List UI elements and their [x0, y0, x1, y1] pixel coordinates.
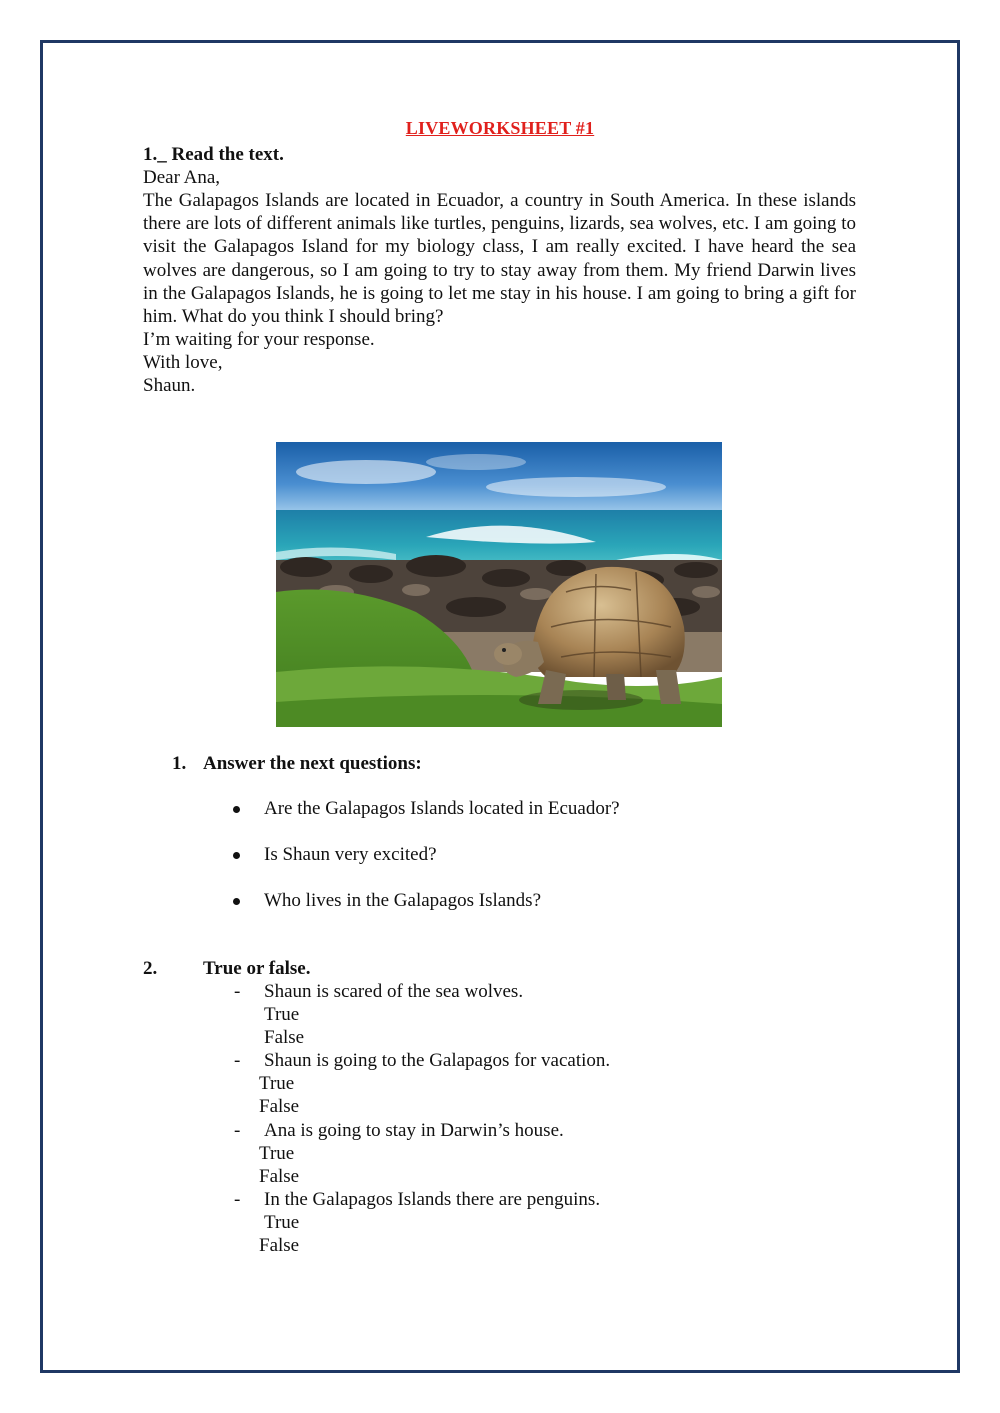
question-item: Is Shaun very excited?	[264, 844, 437, 865]
letter-greeting: Dear Ana,	[143, 167, 221, 188]
letter-closing: With love,	[143, 352, 223, 373]
tf-option-false[interactable]: False	[259, 1166, 300, 1187]
tortoise-beach-photo	[276, 442, 722, 727]
letter-signature: Shaun.	[143, 375, 196, 396]
tf-option-false[interactable]: False	[264, 1027, 305, 1048]
question-item: Are the Galapagos Islands located in Ecuador?	[264, 798, 620, 819]
tf-option-false[interactable]: False	[259, 1096, 300, 1117]
dash-marker: -	[234, 1120, 241, 1141]
tf-option-true[interactable]: True	[264, 1004, 300, 1025]
dash-marker: -	[234, 1189, 241, 1210]
tf-statement: Shaun is scared of the sea wolves.	[264, 981, 524, 1002]
tf-statement: Shaun is going to the Galapagos for vacation.	[264, 1050, 611, 1071]
tf-option-false[interactable]: False	[259, 1235, 300, 1256]
worksheet-title: LIVEWORKSHEET #1	[405, 118, 595, 138]
letter-waiting: I’m waiting for your response.	[143, 329, 375, 350]
tf-option-true[interactable]: True	[259, 1143, 295, 1164]
bullet-icon	[233, 898, 240, 905]
dash-marker: -	[234, 1050, 241, 1071]
dash-marker: -	[234, 981, 241, 1002]
bullet-icon	[233, 852, 240, 859]
tf-statement: Ana is going to stay in Darwin’s house.	[264, 1120, 564, 1141]
bullet-icon	[233, 806, 240, 813]
true-false-heading: True or false.	[203, 958, 311, 979]
questions-number: 1.	[172, 753, 187, 774]
tf-statement: In the Galapagos Islands there are penguins.	[264, 1189, 601, 1210]
letter-body: The Galapagos Islands are located in Ecuador, a country in South America. In these islands there are lots of different animals like turtles, penguins, lizards, sea wolves, etc. I am going to visit the Galapagos Island for my biology class, I am really excited. I have heard the sea wolves are dangerous, so I am going to try to stay away from them. My friend Darwin lives in the Galapagos Islands, he is going to let me stay in his house. I am going to bring a gift for him. What do you think I should bring?	[143, 190, 856, 328]
true-false-number: 2.	[143, 958, 158, 979]
tf-option-true[interactable]: True	[259, 1073, 295, 1094]
question-item: Who lives in the Galapagos Islands?	[264, 890, 542, 911]
questions-heading: Answer the next questions:	[203, 753, 422, 774]
section1-heading: 1._ Read the text.	[143, 144, 284, 165]
tf-option-true[interactable]: True	[264, 1212, 300, 1233]
